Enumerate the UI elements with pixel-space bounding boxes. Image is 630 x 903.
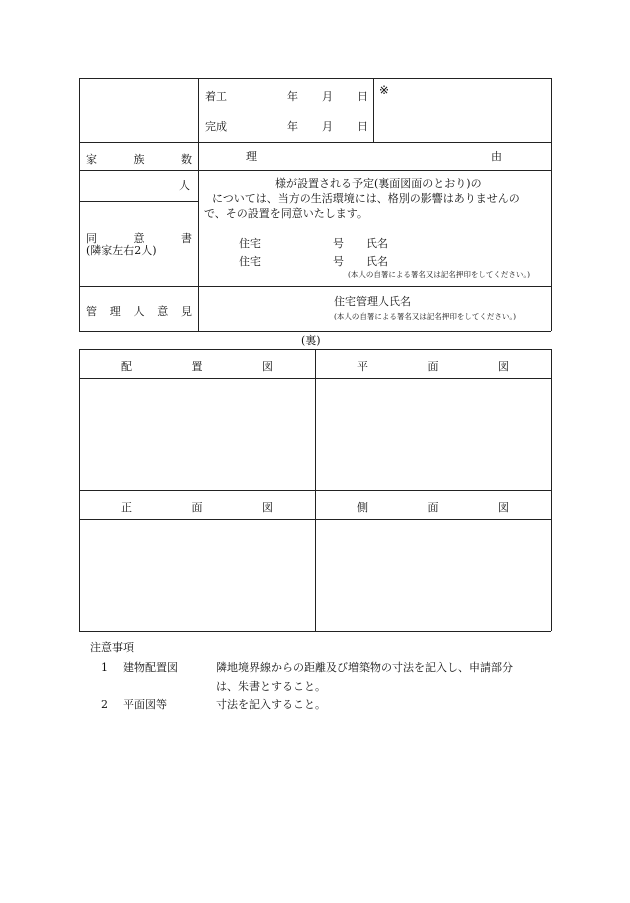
note-2-number: 2 [101,698,108,711]
side-drawing-header-char-1: 面 [427,501,439,514]
plan-drawing-header-char-1: 面 [427,360,439,373]
side-drawing-area[interactable] [316,520,550,630]
side-drawing-header [357,499,509,515]
front-drawing-header [121,499,273,515]
note-2-label: 平面図等 [123,698,167,711]
manager-label-char-1: 理 [109,305,121,318]
start-label: 着工 [205,90,227,103]
front-drawing-header-char-2: 図 [262,501,273,514]
manager-label-char-2: 人 [133,305,145,318]
note-mark: ※ [379,83,390,97]
family-count-unit: 人 [179,179,190,192]
neighbor-2-name-label: 氏名 [366,255,388,268]
side-drawing-header-char-2: 図 [498,501,509,514]
neighbor-2-house: 住宅 [239,255,261,268]
finish-month: 月 [322,120,333,133]
neighbor-1-name-label: 氏名 [366,237,388,250]
notes-title: 注意事項 [90,641,134,654]
note-1-number: 1 [101,661,108,674]
layout-drawing-header-char-1: 置 [191,360,203,373]
manager-signature-note: (本人の自署による署名又は記名押印をしてください。) [334,312,517,321]
back-side-label: (裏) [301,334,321,347]
side-drawing-header-char-0: 側 [357,501,368,514]
note-1-text-line-2: は、朱書とすること。 [216,680,326,693]
note-1-label: 建物配置図 [123,661,178,674]
front-drawing-area[interactable] [80,520,314,630]
consent-label-char-0: 同 [86,232,97,245]
plan-drawing-header-char-0: 平 [357,360,368,373]
finish-year: 年 [287,120,298,133]
finish-label: 完成 [205,120,227,133]
consent-text-line-3: で、その設置を同意いたします。 [204,207,368,220]
plan-drawing-area[interactable] [316,379,550,489]
front-drawing-header-char-1: 面 [191,501,203,514]
family-count-label-char-2: 数 [181,153,192,166]
signature-note: (本人の自署による署名又は記名押印をしてください。) [348,270,531,279]
family-count-label [86,151,192,167]
manager-label-char-4: 見 [181,305,192,318]
neighbor-2-number: 号 [333,255,344,268]
consent-label-char-2: 書 [181,232,192,245]
note-1-text-line-1: 隣地境界線からの距離及び増築物の寸法を記入し、申請部分 [216,661,513,674]
finish-day: 日 [357,120,368,133]
start-year: 年 [287,90,298,103]
neighbor-1-number: 号 [333,237,344,250]
neighbor-1-house: 住宅 [239,237,261,250]
manager-label-char-0: 管 [86,305,97,318]
family-count-label-char-1: 族 [133,153,145,166]
consent-label-char-1: 意 [133,232,145,245]
consent-text-line-2: については、当方の生活環境には、格別の影響はありませんの [212,192,520,205]
reason-label-right: 由 [491,150,502,163]
layout-drawing-header [121,358,273,374]
family-count-label-char-0: 家 [86,153,97,166]
consent-sub-label: (隣家左右2人) [86,244,157,257]
plan-drawing-header [357,358,509,374]
manager-label-char-3: 意 [157,305,169,318]
consent-text-line-1: 様が設置される予定(裏面図面のとおり)の [275,177,482,190]
front-drawing-header-char-0: 正 [121,501,132,514]
start-month: 月 [322,90,333,103]
manager-label [86,303,192,319]
layout-drawing-header-char-2: 図 [262,360,273,373]
reason-label-left: 理 [246,150,257,163]
layout-drawing-area[interactable] [80,379,314,489]
manager-name-label: 住宅管理人氏名 [334,295,411,308]
plan-drawing-header-char-2: 図 [498,360,509,373]
layout-drawing-header-char-0: 配 [121,360,132,373]
start-day: 日 [357,90,368,103]
note-2-text-line-1: 寸法を記入すること。 [216,698,326,711]
